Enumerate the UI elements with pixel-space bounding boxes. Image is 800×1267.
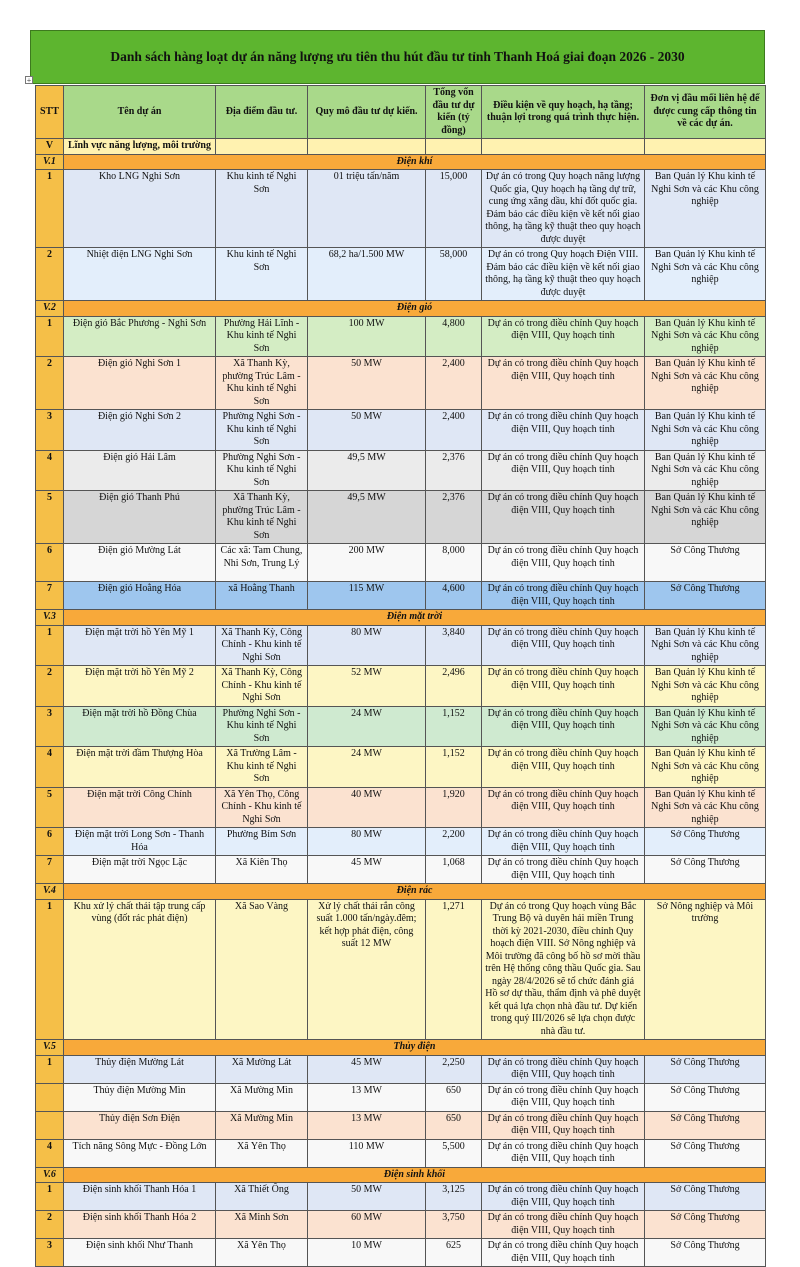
project-capital: 2,400 (426, 410, 482, 451)
project-capital: 1,068 (426, 856, 482, 884)
project-conditions: Dự án có trong điều chỉnh Quy hoạch điện VIII, Quy hoạch tỉnh (482, 706, 645, 747)
project-location: Phường Nghi Sơn - Khu kinh tế Nghi Sơn (216, 410, 308, 451)
subsection-title: Điện khí (64, 154, 766, 170)
project-conditions: Dự án có trong điều chỉnh Quy hoạch điện VIII, Quy hoạch tỉnh (482, 1111, 645, 1139)
project-conditions: Dự án có trong điều chỉnh Quy hoạch điện VIII, Quy hoạch tỉnh (482, 1183, 645, 1211)
project-scale: 24 MW (308, 706, 426, 747)
project-row (36, 899, 766, 1040)
subsection-title: Điện mặt trời (64, 610, 766, 626)
header-contact: Đơn vị đầu mối liên hệ để được cung cấp thông tin về các dự án. (645, 86, 766, 139)
project-capital: 2,376 (426, 450, 482, 491)
project-capital: 1,152 (426, 706, 482, 747)
project-row (36, 787, 766, 828)
project-row (36, 316, 766, 357)
header-scale: Quy mô đầu tư dự kiến. (308, 86, 426, 139)
project-location: Xã Mường Mìn (216, 1111, 308, 1139)
subsection-number: V.6 (36, 1167, 64, 1183)
project-scale: 115 MW (308, 582, 426, 610)
project-stt: 3 (36, 706, 64, 747)
project-name: Điện sinh khối Thanh Hóa 1 (64, 1183, 216, 1211)
project-row (36, 491, 766, 544)
project-stt: 2 (36, 357, 64, 410)
project-contact: Ban Quản lý Khu kinh tế Nghi Sơn và các Khu công nghiệp (645, 747, 766, 788)
project-scale: 24 MW (308, 747, 426, 788)
project-stt (36, 1083, 64, 1111)
project-row (36, 666, 766, 707)
project-name: Thủy điện Sơn Điện (64, 1111, 216, 1139)
project-capital: 4,600 (426, 582, 482, 610)
project-contact: Sở Công Thương (645, 856, 766, 884)
project-name: Điện mặt trời Công Chính (64, 787, 216, 828)
project-stt: 4 (36, 747, 64, 788)
project-stt: 7 (36, 582, 64, 610)
project-name: Thủy điện Mường Mìn (64, 1083, 216, 1111)
project-conditions: Dự án có trong Quy hoạch năng lượng Quốc gia, Quy hoạch hạ tầng dự trữ, cung ứng xăng dầu, khí đốt quốc gia. Đảm bảo các điều kiện về kết nối giao thông, hạ tầng kỹ thuật theo quy hoạch được duyệt (482, 170, 645, 248)
project-location: Xã Mường Mìn (216, 1083, 308, 1111)
project-stt: 5 (36, 787, 64, 828)
project-location: Xã Thanh Kỳ, phường Trúc Lâm - Khu kinh tế Nghi Sơn (216, 357, 308, 410)
section-title: Lĩnh vực năng lượng, môi trường (64, 139, 216, 155)
empty-cell (482, 139, 645, 155)
project-name: Điện gió Mường Lát (64, 544, 216, 582)
project-stt: 3 (36, 1239, 64, 1267)
header-conditions: Điều kiện về quy hoạch, hạ tầng; thuận lợi trong quá trình thực hiện. (482, 86, 645, 139)
project-location: Phường Nghi Sơn - Khu kinh tế Nghi Sơn (216, 706, 308, 747)
project-conditions: Dự án có trong điều chỉnh Quy hoạch điện VIII, Quy hoạch tỉnh (482, 828, 645, 856)
project-conditions: Dự án có trong Quy hoạch Điện VIII. Đảm bảo các điều kiện về kết nối giao thông, hạ tầng kỹ thuật theo quy hoạch được duyệt (482, 248, 645, 301)
project-contact: Sở Công Thương (645, 1083, 766, 1111)
project-capital: 650 (426, 1111, 482, 1139)
project-row (36, 1055, 766, 1083)
project-conditions: Dự án có trong điều chỉnh Quy hoạch điện VIII, Quy hoạch tỉnh (482, 544, 645, 582)
project-row (36, 450, 766, 491)
project-stt: 3 (36, 410, 64, 451)
project-contact: Sở Công Thương (645, 1211, 766, 1239)
project-name: Điện sinh khối Như Thanh (64, 1239, 216, 1267)
project-stt: 2 (36, 666, 64, 707)
empty-cell (216, 139, 308, 155)
subsection-number: V.4 (36, 884, 64, 900)
project-contact: Ban Quản lý Khu kinh tế Nghi Sơn và các Khu công nghiệp (645, 787, 766, 828)
project-contact: Sở Công Thương (645, 1055, 766, 1083)
project-capital: 2,496 (426, 666, 482, 707)
project-scale: 10 MW (308, 1239, 426, 1267)
project-row (36, 856, 766, 884)
project-stt (36, 1111, 64, 1139)
project-row (36, 582, 766, 610)
project-row (36, 828, 766, 856)
project-scale: 80 MW (308, 625, 426, 666)
project-stt: 7 (36, 856, 64, 884)
project-location: Phường Nghi Sơn - Khu kinh tế Nghi Sơn (216, 450, 308, 491)
project-scale: 49,5 MW (308, 491, 426, 544)
project-scale: 80 MW (308, 828, 426, 856)
project-contact: Sở Công Thương (645, 1183, 766, 1211)
project-conditions: Dự án có trong điều chỉnh Quy hoạch điện VIII, Quy hoạch tỉnh (482, 491, 645, 544)
project-scale: 45 MW (308, 856, 426, 884)
project-conditions: Dự án có trong điều chỉnh Quy hoạch điện VIII, Quy hoạch tỉnh (482, 316, 645, 357)
project-row (36, 357, 766, 410)
project-name: Điện gió Hải Lâm (64, 450, 216, 491)
project-location: Xã Yên Thọ (216, 1239, 308, 1267)
project-contact: Sở Công Thương (645, 582, 766, 610)
project-row (36, 706, 766, 747)
project-conditions: Dự án có trong điều chỉnh Quy hoạch điện VIII, Quy hoạch tỉnh (482, 1055, 645, 1083)
project-name: Nhiệt điện LNG Nghi Sơn (64, 248, 216, 301)
project-conditions: Dự án có trong điều chỉnh Quy hoạch điện VIII, Quy hoạch tỉnh (482, 410, 645, 451)
table-header-row (36, 86, 766, 139)
project-capital: 3,125 (426, 1183, 482, 1211)
project-location: Xã Yên Thọ (216, 1139, 308, 1167)
project-row (36, 747, 766, 788)
project-name: Điện sinh khối Thanh Hóa 2 (64, 1211, 216, 1239)
table-move-handle-icon[interactable]: + (26, 76, 32, 85)
project-scale: 200 MW (308, 544, 426, 582)
project-contact: Ban Quản lý Khu kinh tế Nghi Sơn và các Khu công nghiệp (645, 170, 766, 248)
project-contact: Sở Nông nghiệp và Môi trường (645, 899, 766, 1040)
project-capital: 3,840 (426, 625, 482, 666)
project-scale: 60 MW (308, 1211, 426, 1239)
project-location: Xã Minh Sơn (216, 1211, 308, 1239)
project-conditions: Dự án có trong điều chỉnh Quy hoạch điện VIII, Quy hoạch tỉnh (482, 747, 645, 788)
project-contact: Sở Công Thương (645, 828, 766, 856)
project-conditions: Dự án có trong điều chỉnh Quy hoạch điện VIII, Quy hoạch tỉnh (482, 357, 645, 410)
projects-table (35, 85, 766, 1267)
project-capital: 3,750 (426, 1211, 482, 1239)
project-scale: 01 triệu tấn/năm (308, 170, 426, 248)
project-location: Các xã: Tam Chung, Nhi Sơn, Trung Lý (216, 544, 308, 582)
project-conditions: Dự án có trong điều chỉnh Quy hoạch điện VIII, Quy hoạch tỉnh (482, 856, 645, 884)
project-capital: 8,000 (426, 544, 482, 582)
project-name: Điện mặt trời hồ Yên Mỹ 1 (64, 625, 216, 666)
project-stt: 4 (36, 1139, 64, 1167)
header-capital: Tổng vốn đầu tư dự kiến (tỷ đồng) (426, 86, 482, 139)
project-name: Điện mặt trời Long Sơn - Thanh Hóa (64, 828, 216, 856)
project-capital: 2,376 (426, 491, 482, 544)
project-location: Xã Thiết Ống (216, 1183, 308, 1211)
project-name: Điện mặt trời hồ Yên Mỹ 2 (64, 666, 216, 707)
project-contact: Sở Công Thương (645, 1239, 766, 1267)
project-location: xã Hoằng Thanh (216, 582, 308, 610)
project-row (36, 248, 766, 301)
project-contact: Ban Quản lý Khu kinh tế Nghi Sơn và các Khu công nghiệp (645, 491, 766, 544)
project-capital: 2,400 (426, 357, 482, 410)
project-scale: 52 MW (308, 666, 426, 707)
subsection-title: Điện sinh khối (64, 1167, 766, 1183)
project-contact: Ban Quản lý Khu kinh tế Nghi Sơn và các Khu công nghiệp (645, 316, 766, 357)
project-scale: 13 MW (308, 1111, 426, 1139)
empty-cell (645, 139, 766, 155)
project-name: Điện gió Bắc Phương - Nghi Sơn (64, 316, 216, 357)
project-capital: 1,920 (426, 787, 482, 828)
project-location: Khu kinh tế Nghi Sơn (216, 248, 308, 301)
project-conditions: Dự án có trong điều chỉnh Quy hoạch điện VIII, Quy hoạch tỉnh (482, 1083, 645, 1111)
project-name: Điện gió Thanh Phú (64, 491, 216, 544)
subsection-number: V.5 (36, 1040, 64, 1056)
project-contact: Ban Quản lý Khu kinh tế Nghi Sơn và các Khu công nghiệp (645, 357, 766, 410)
project-capital: 15,000 (426, 170, 482, 248)
empty-cell (308, 139, 426, 155)
subsection-row (36, 1167, 766, 1183)
subsection-row (36, 154, 766, 170)
subsection-title: Điện gió (64, 301, 766, 317)
project-conditions: Dự án có trong điều chỉnh Quy hoạch điện VIII, Quy hoạch tỉnh (482, 582, 645, 610)
project-name: Điện gió Hoằng Hóa (64, 582, 216, 610)
subsection-number: V.2 (36, 301, 64, 317)
project-stt: 2 (36, 248, 64, 301)
project-capital: 5,500 (426, 1139, 482, 1167)
project-row (36, 1183, 766, 1211)
project-row (36, 410, 766, 451)
project-location: Phường Hải Lĩnh - Khu kinh tế Nghi Sơn (216, 316, 308, 357)
project-location: Phường Bỉm Sơn (216, 828, 308, 856)
project-stt: 6 (36, 544, 64, 582)
project-location: Xã Sao Vàng (216, 899, 308, 1040)
project-name: Điện mặt trời Ngọc Lặc (64, 856, 216, 884)
project-location: Xã Thanh Kỳ, phường Trúc Lâm - Khu kinh tế Nghi Sơn (216, 491, 308, 544)
project-capital: 58,000 (426, 248, 482, 301)
project-row (36, 170, 766, 248)
project-location: Xã Mường Lát (216, 1055, 308, 1083)
project-conditions: Dự án có trong điều chỉnh Quy hoạch điện VIII, Quy hoạch tỉnh (482, 666, 645, 707)
project-capital: 1,152 (426, 747, 482, 788)
project-name: Điện mặt trời hồ Đồng Chùa (64, 706, 216, 747)
project-capital: 650 (426, 1083, 482, 1111)
project-row (36, 1239, 766, 1267)
project-stt: 1 (36, 1183, 64, 1211)
project-scale: 68,2 ha/1.500 MW (308, 248, 426, 301)
project-name: Điện gió Nghi Sơn 1 (64, 357, 216, 410)
project-stt: 1 (36, 170, 64, 248)
project-name: Kho LNG Nghi Sơn (64, 170, 216, 248)
section-number: V (36, 139, 64, 155)
project-capital: 625 (426, 1239, 482, 1267)
project-stt: 5 (36, 491, 64, 544)
project-capital: 1,271 (426, 899, 482, 1040)
project-row (36, 1211, 766, 1239)
project-contact: Ban Quản lý Khu kinh tế Nghi Sơn và các Khu công nghiệp (645, 450, 766, 491)
subsection-row (36, 1040, 766, 1056)
project-stt: 4 (36, 450, 64, 491)
project-location: Xã Kiên Thọ (216, 856, 308, 884)
project-contact: Ban Quản lý Khu kinh tế Nghi Sơn và các Khu công nghiệp (645, 248, 766, 301)
project-row (36, 625, 766, 666)
project-row (36, 1139, 766, 1167)
project-capital: 2,250 (426, 1055, 482, 1083)
project-scale: Xử lý chất thải rắn công suất 1.000 tấn/ngày.đêm; kết hợp phát điện, công suất 12 MW (308, 899, 426, 1040)
project-conditions: Dự án có trong điều chỉnh Quy hoạch điện VIII, Quy hoạch tỉnh (482, 1211, 645, 1239)
project-row (36, 544, 766, 582)
project-scale: 45 MW (308, 1055, 426, 1083)
project-capital: 2,200 (426, 828, 482, 856)
section-row (36, 139, 766, 155)
project-capital: 4,800 (426, 316, 482, 357)
project-conditions: Dự án có trong điều chỉnh Quy hoạch điện VIII, Quy hoạch tỉnh (482, 787, 645, 828)
project-scale: 50 MW (308, 357, 426, 410)
project-conditions: Dự án có trong điều chỉnh Quy hoạch điện VIII, Quy hoạch tỉnh (482, 450, 645, 491)
header-project-name: Tên dự án (64, 86, 216, 139)
project-row (36, 1083, 766, 1111)
project-location: Xã Thanh Kỳ, Công Chính - Khu kinh tế Nghi Sơn (216, 666, 308, 707)
header-stt: STT (36, 86, 64, 139)
document-title: Danh sách hàng loạt dự án năng lượng ưu tiên thu hút đầu tư tỉnh Thanh Hoá giai đoạn 2026 - 2030 (30, 30, 765, 84)
subsection-title: Điện rác (64, 884, 766, 900)
project-conditions: Dự án có trong điều chỉnh Quy hoạch điện VIII, Quy hoạch tỉnh (482, 625, 645, 666)
project-location: Xã Thanh Kỳ, Công Chính - Khu kinh tế Nghi Sơn (216, 625, 308, 666)
project-name: Điện gió Nghi Sơn 2 (64, 410, 216, 451)
project-name: Khu xử lý chất thải tập trung cấp vùng (đốt rác phát điện) (64, 899, 216, 1040)
subsection-row (36, 301, 766, 317)
subsection-number: V.3 (36, 610, 64, 626)
project-location: Xã Trường Lâm - Khu kinh tế Nghi Sơn (216, 747, 308, 788)
project-scale: 50 MW (308, 410, 426, 451)
project-scale: 50 MW (308, 1183, 426, 1211)
project-stt: 1 (36, 625, 64, 666)
project-stt: 6 (36, 828, 64, 856)
project-contact: Sở Công Thương (645, 1139, 766, 1167)
project-stt: 1 (36, 1055, 64, 1083)
project-scale: 13 MW (308, 1083, 426, 1111)
project-stt: 1 (36, 899, 64, 1040)
project-conditions: Dự án có trong Quy hoạch vùng Bắc Trung Bộ và duyên hải miền Trung thời kỳ 2021-2030, điều chỉnh Quy hoạch điện VIII. Sở Nông nghiệp và Môi trường đã công bố hồ sơ mời thầu trên Hệ thống công thầu Quốc gia. Sau ngày 28/4/2026 sẽ tổ chức đánh giá Hồ sơ dự thầu, thẩm định và phê duyệt kết quả lựa chọn nhà đầu tư. Dự kiến trong quý III/2026 sẽ lựa chọn được nhà đầu tư. (482, 899, 645, 1040)
project-name: Điện mặt trời đầm Thượng Hòa (64, 747, 216, 788)
project-scale: 100 MW (308, 316, 426, 357)
project-scale: 40 MW (308, 787, 426, 828)
project-contact: Ban Quản lý Khu kinh tế Nghi Sơn và các Khu công nghiệp (645, 625, 766, 666)
project-stt: 1 (36, 316, 64, 357)
subsection-number: V.1 (36, 154, 64, 170)
project-contact: Ban Quản lý Khu kinh tế Nghi Sơn và các Khu công nghiệp (645, 410, 766, 451)
empty-cell (426, 139, 482, 155)
project-location: Khu kinh tế Nghi Sơn (216, 170, 308, 248)
subsection-title: Thủy điện (64, 1040, 766, 1056)
project-conditions: Dự án có trong điều chỉnh Quy hoạch điện VIII, Quy hoạch tỉnh (482, 1239, 645, 1267)
project-conditions: Dự án có trong điều chỉnh Quy hoạch điện VIII, Quy hoạch tỉnh (482, 1139, 645, 1167)
project-row (36, 1111, 766, 1139)
project-scale: 110 MW (308, 1139, 426, 1167)
project-name: Thủy điện Mường Lát (64, 1055, 216, 1083)
project-location: Xã Yên Thọ, Công Chính - Khu kinh tế Nghi Sơn (216, 787, 308, 828)
project-contact: Sở Công Thương (645, 544, 766, 582)
project-contact: Sở Công Thương (645, 1111, 766, 1139)
project-scale: 49,5 MW (308, 450, 426, 491)
subsection-row (36, 610, 766, 626)
project-contact: Ban Quản lý Khu kinh tế Nghi Sơn và các Khu công nghiệp (645, 666, 766, 707)
subsection-row (36, 884, 766, 900)
project-name: Tích năng Sông Mực - Đồng Lớn (64, 1139, 216, 1167)
project-stt: 2 (36, 1211, 64, 1239)
project-contact: Ban Quản lý Khu kinh tế Nghi Sơn và các Khu công nghiệp (645, 706, 766, 747)
header-location: Địa điểm đầu tư. (216, 86, 308, 139)
